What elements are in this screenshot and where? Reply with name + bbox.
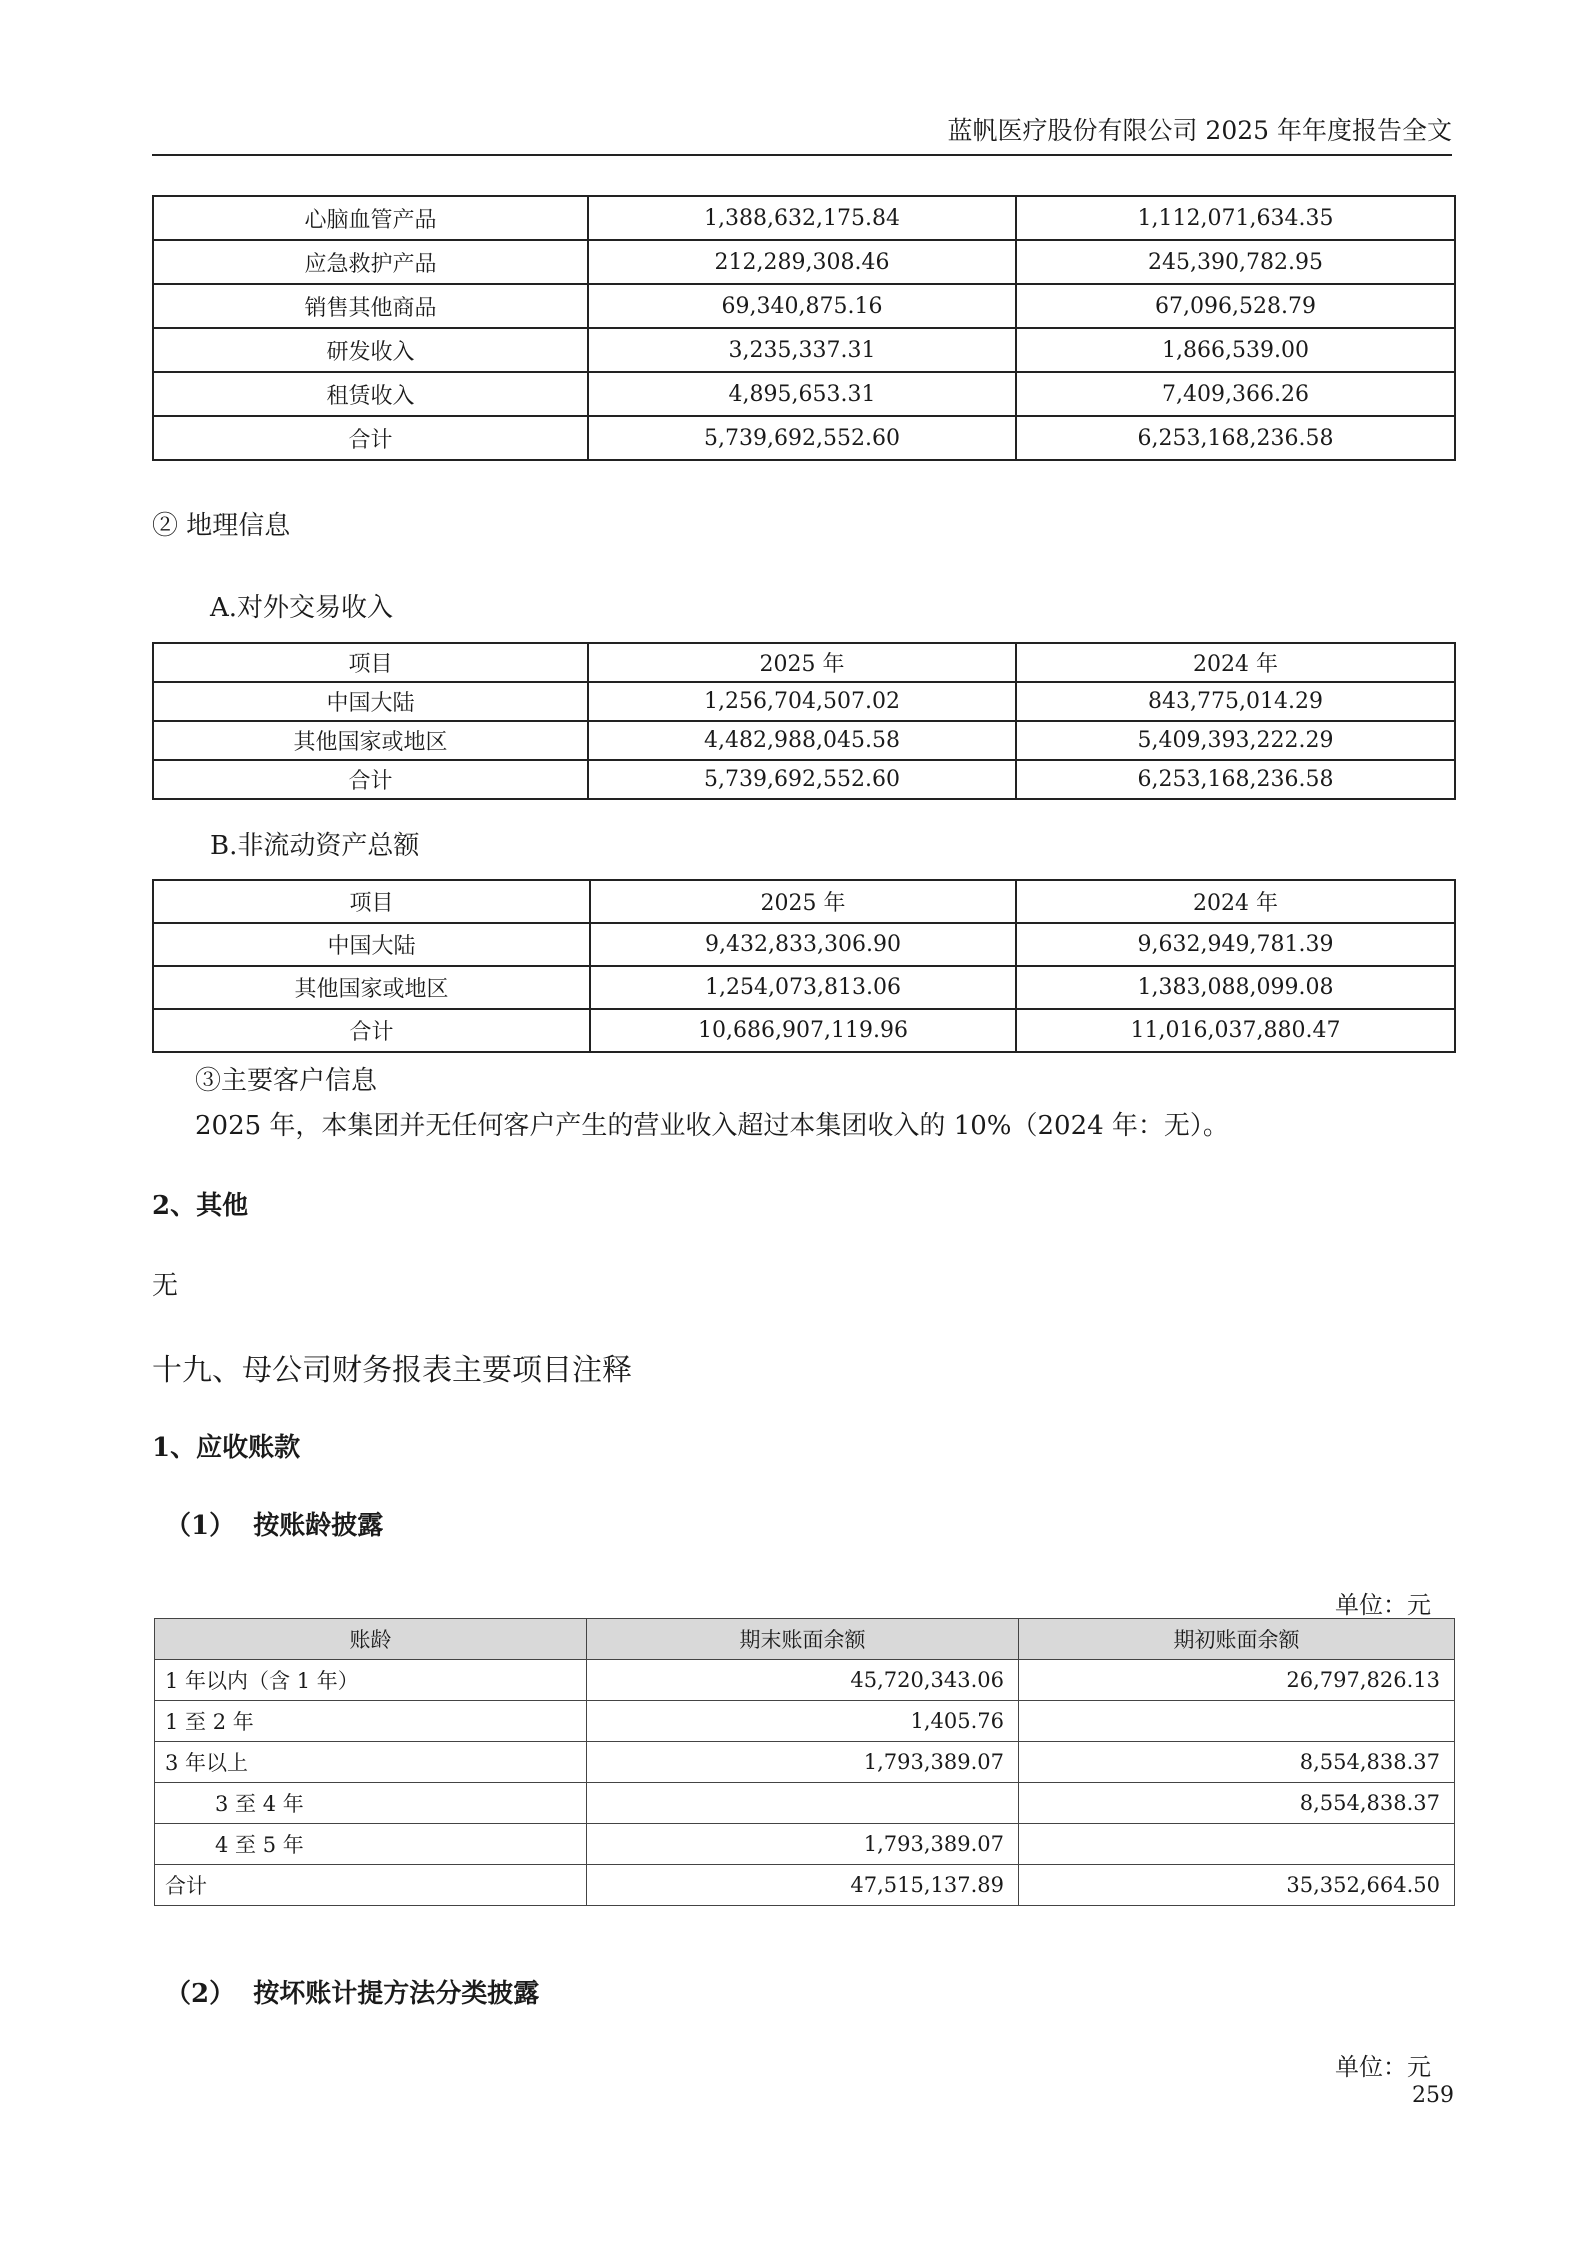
value-2025: 1,254,073,813.06 — [590, 966, 1016, 1009]
begin-balance: 8,554,838.37 — [1019, 1783, 1455, 1824]
row-item: 销售其他商品 — [153, 284, 588, 328]
header-2024: 2024 年 — [1016, 643, 1455, 682]
product-revenue-table — [152, 195, 1456, 461]
row-item: 其他国家或地区 — [153, 966, 590, 1009]
row-item: 合计 — [155, 1865, 587, 1906]
row-item: 3 至 4 年 — [155, 1783, 587, 1824]
value-2025: 212,289,308.46 — [588, 240, 1016, 284]
begin-balance: 26,797,826.13 — [1019, 1660, 1455, 1701]
value-2024: 245,390,782.95 — [1016, 240, 1455, 284]
value-2024: 5,409,393,222.29 — [1016, 721, 1455, 760]
section-aging-heading: （1） 按账龄披露 — [165, 1511, 384, 1541]
row-item: 其他国家或地区 — [153, 721, 588, 760]
row-item: 1 年以内（含 1 年） — [155, 1660, 587, 1701]
row-item: 合计 — [153, 416, 588, 460]
value-2025: 69,340,875.16 — [588, 284, 1016, 328]
value-2025: 3,235,337.31 — [588, 328, 1016, 372]
table-row — [155, 1824, 1455, 1865]
external-revenue-table — [152, 642, 1456, 800]
row-item: 研发收入 — [153, 328, 588, 372]
table-row — [153, 240, 1455, 284]
row-item: 合计 — [153, 760, 588, 799]
end-balance: 45,720,343.06 — [587, 1660, 1019, 1701]
table-row — [153, 721, 1455, 760]
receivables-aging-table — [154, 1618, 1455, 1906]
row-item: 3 年以上 — [155, 1742, 587, 1783]
header-aging: 账龄 — [155, 1619, 587, 1660]
table-header-row — [155, 1619, 1455, 1660]
value-2025: 5,739,692,552.60 — [588, 416, 1016, 460]
header-2025: 2025 年 — [590, 880, 1016, 923]
header-end-balance: 期末账面余额 — [587, 1619, 1019, 1660]
header-begin-balance: 期初账面余额 — [1019, 1619, 1455, 1660]
row-item: 中国大陆 — [153, 682, 588, 721]
row-item: 中国大陆 — [153, 923, 590, 966]
table-row — [153, 284, 1455, 328]
table-row — [153, 372, 1455, 416]
value-2024: 1,112,071,634.35 — [1016, 196, 1455, 240]
value-2024: 9,632,949,781.39 — [1016, 923, 1455, 966]
value-2025: 4,482,988,045.58 — [588, 721, 1016, 760]
value-2025: 9,432,833,306.90 — [590, 923, 1016, 966]
table-header-row — [153, 880, 1455, 923]
section-geo-heading: ② 地理信息 — [152, 511, 291, 541]
row-item: 租赁收入 — [153, 372, 588, 416]
value-2024: 1,383,088,099.08 — [1016, 966, 1455, 1009]
unit-label: 单位：元 — [1335, 1591, 1431, 1619]
table-row — [153, 923, 1455, 966]
table-row-total — [153, 760, 1455, 799]
begin-balance: 35,352,664.50 — [1019, 1865, 1455, 1906]
table-row — [153, 682, 1455, 721]
table-row — [153, 196, 1455, 240]
value-2025: 10,686,907,119.96 — [590, 1009, 1016, 1052]
section-receivable-heading: 1、应收账款 — [152, 1433, 301, 1463]
value-2024: 6,253,168,236.58 — [1016, 760, 1455, 799]
end-balance — [587, 1783, 1019, 1824]
end-balance: 1,405.76 — [587, 1701, 1019, 1742]
header-item: 项目 — [153, 880, 590, 923]
value-2024: 7,409,366.26 — [1016, 372, 1455, 416]
table-row-total — [153, 416, 1455, 460]
table-row-total — [153, 1009, 1455, 1052]
report-header — [152, 108, 1452, 156]
begin-balance: 8,554,838.37 — [1019, 1742, 1455, 1783]
value-2024: 67,096,528.79 — [1016, 284, 1455, 328]
table-row — [155, 1783, 1455, 1824]
row-item: 心脑血管产品 — [153, 196, 588, 240]
value-2024: 11,016,037,880.47 — [1016, 1009, 1455, 1052]
row-item: 1 至 2 年 — [155, 1701, 587, 1742]
value-2025: 1,388,632,175.84 — [588, 196, 1016, 240]
table-header-row — [153, 643, 1455, 682]
section-other-heading: 2、其他 — [152, 1191, 249, 1221]
table-row-total — [155, 1865, 1455, 1906]
table-row — [155, 1742, 1455, 1783]
row-item: 合计 — [153, 1009, 590, 1052]
begin-balance — [1019, 1824, 1455, 1865]
report-title: 蓝帆医疗股份有限公司 2025 年年度报告全文 — [947, 116, 1452, 145]
header-item: 项目 — [153, 643, 588, 682]
section-baddebt-heading: （2） 按坏账计提方法分类披露 — [165, 1979, 540, 2009]
section-19-heading: 十九、母公司财务报表主要项目注释 — [152, 1353, 632, 1388]
value-2025: 1,256,704,507.02 — [588, 682, 1016, 721]
unit-label: 单位：元 — [1335, 2053, 1431, 2081]
header-2024: 2024 年 — [1016, 880, 1455, 923]
value-2024: 843,775,014.29 — [1016, 682, 1455, 721]
table-row — [155, 1701, 1455, 1742]
page-number: 259 — [1412, 2083, 1454, 2108]
row-item: 应急救护产品 — [153, 240, 588, 284]
section-customer-heading: ③主要客户信息 — [195, 1066, 378, 1096]
section-other-body: 无 — [152, 1271, 179, 1301]
value-2025: 5,739,692,552.60 — [588, 760, 1016, 799]
section-customer-body: 2025 年，本集团并无任何客户产生的营业收入超过本集团收入的 10%（2024 年：无）。 — [195, 1111, 1229, 1141]
value-2024: 6,253,168,236.58 — [1016, 416, 1455, 460]
table-row — [155, 1660, 1455, 1701]
value-2025: 4,895,653.31 — [588, 372, 1016, 416]
value-2024: 1,866,539.00 — [1016, 328, 1455, 372]
section-b-heading: B.非流动资产总额 — [210, 831, 420, 861]
section-a-heading: A.对外交易收入 — [210, 593, 394, 623]
end-balance: 1,793,389.07 — [587, 1824, 1019, 1865]
row-item: 4 至 5 年 — [155, 1824, 587, 1865]
table-row — [153, 328, 1455, 372]
header-2025: 2025 年 — [588, 643, 1016, 682]
end-balance: 1,793,389.07 — [587, 1742, 1019, 1783]
noncurrent-assets-table — [152, 879, 1456, 1053]
table-row — [153, 966, 1455, 1009]
begin-balance — [1019, 1701, 1455, 1742]
end-balance: 47,515,137.89 — [587, 1865, 1019, 1906]
